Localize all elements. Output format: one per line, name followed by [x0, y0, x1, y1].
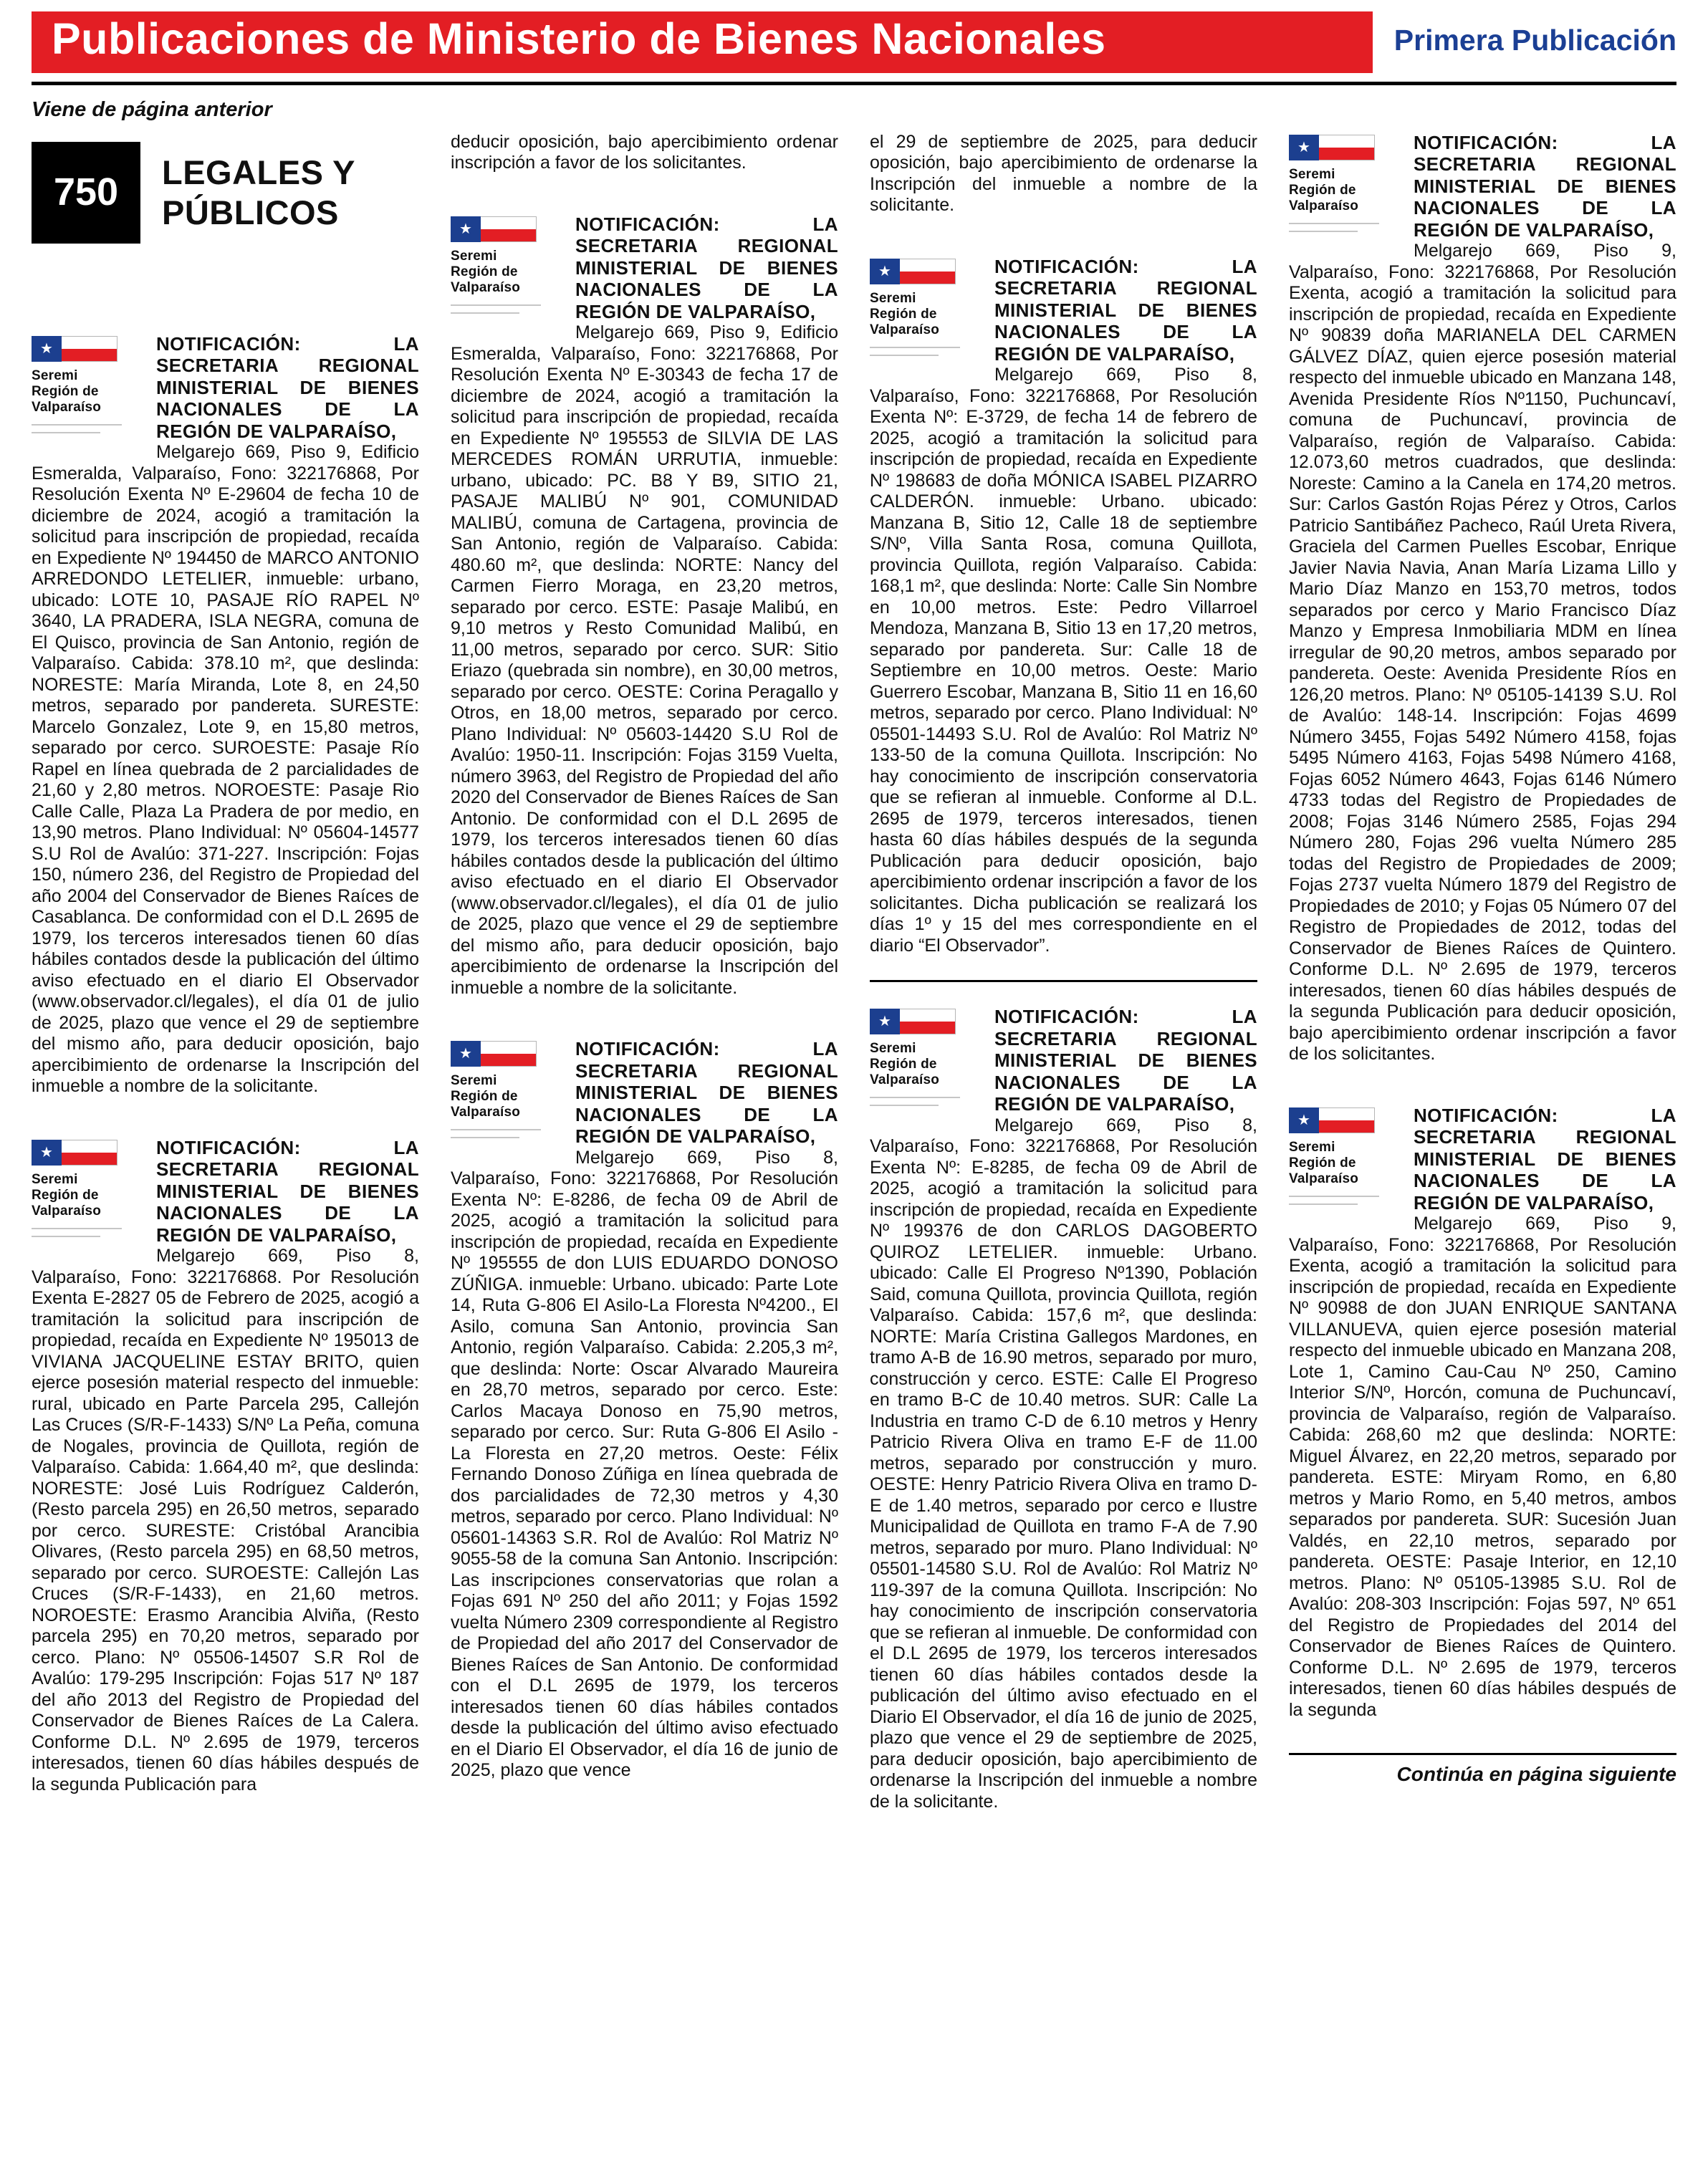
seremi-logo: [451, 216, 560, 337]
notice-heading: NOTIFICACIÓN: LA SECRETARIA REGIONAL MINISTERIAL DE BIENES NACIONALES DE LA REGIÓN DE VALPARAÍSO,: [156, 332, 419, 442]
logo-text: Región de: [1289, 182, 1356, 198]
legal-notice: [870, 1006, 1257, 1812]
signature-line: [451, 304, 541, 306]
chile-flag-icon: [32, 1140, 117, 1166]
seremi-logo: [870, 259, 979, 379]
signature-line: [32, 432, 100, 433]
logo-text: Seremi: [870, 1041, 916, 1057]
signature-line: [451, 1129, 541, 1130]
page-title: Publicaciones de Ministerio de Bienes Nacionales: [52, 14, 1106, 63]
seremi-logo: [1289, 135, 1398, 255]
signature-line: [1289, 231, 1358, 232]
seremi-logo: [1289, 1107, 1398, 1228]
star-icon: ★: [459, 221, 472, 237]
logo-text: Región de: [32, 1187, 99, 1203]
section-header: [32, 142, 419, 244]
notice-heading: NOTIFICACIÓN: LA SECRETARIA REGIONAL MINISTERIAL DE BIENES NACIONALES DE LA REGIÓN DE VALPARAÍSO,: [1414, 131, 1676, 241]
section-number-box: [32, 142, 140, 244]
logo-text: Seremi: [32, 367, 78, 383]
section-title-line: PÚBLICOS: [162, 193, 339, 231]
logo-text: Valparaíso: [870, 1072, 940, 1088]
legal-notice: [1289, 132, 1676, 1065]
legal-notice: [451, 1038, 838, 1782]
columns-container: [32, 132, 1676, 1813]
logo-text: Valparaíso: [32, 1203, 102, 1219]
seremi-logo: [32, 1140, 140, 1260]
notice-body: Melgarejo 669, Piso 8, Valparaíso, Fono: 322176868, Por Resolución Exenta Nº: E-8285, de fecha 09 de Abril de 2025, acogió a tramitación la solicitud para inscripción de propiedad, recaída en Expediente Nº 199376 de don CARLOS DAGOBERTO QUIROZ LETELIER. inmueble: Urbano. ubicado: Calle El Progreso Nº1390, Población Said, comuna Quillota, provincia Quillota, región Valparaíso. Cabida: 157,6 m², que deslinda: NORTE: María Cristina Gallegos Mardones, en tramo A-B de 16.90 metros, separado por muro, construcción y cerco. ESTE: Calle El Progreso en tramo B-C de 10.40 metros. SUR: Calle La Industria en tramo C-D de 6.10 metros y Henry Patricio Rivera Oliva en tramo E-F de 11.00 metros, separado por construcción y muro. OESTE: Henry Patricio Rivera Oliva en tramo D-E de 1.40 metros, separado por cerco e Ilustre Municipalidad de Quillota en tramo F-A de 7.90 metros, separado por muro. Plano Individual: Nº 05501-14580 S.U. Rol de Avalúo: Rol Matriz Nº 119-397 de la comuna Quillota. Inscripción: No hay conocimiento de inscripción conservatoria que se refieran al inmueble. De conformidad con el D.L 2695 de 1979, los terceros interesados tienen 60 días hábiles contados desde la publicación del último aviso efectuado en el Diario El Observador, el día 16 de junio de 2025, plazo que vence el 29 de septiembre de 2025, para deducir oposición, bajo apercibimiento de ordenarse la Inscripción del inmueble a nombre de la solicitante.: [870, 1115, 1257, 1812]
logo-text: Valparaíso: [870, 322, 940, 337]
logo-text: Seremi: [32, 1171, 78, 1187]
logo-text: Valparaíso: [1289, 1171, 1359, 1186]
chile-flag-icon: [451, 1041, 537, 1067]
chile-flag-icon: [1289, 135, 1375, 160]
seremi-logo: [451, 1041, 560, 1161]
signature-line: [870, 1105, 939, 1106]
masthead-red-bar: [32, 11, 1373, 73]
masthead-divider: [32, 82, 1676, 85]
signature-line: [1289, 1196, 1379, 1197]
logo-text: Valparaíso: [451, 1105, 521, 1120]
signature-line: [870, 347, 960, 348]
masthead: [32, 11, 1676, 73]
publication-status-label: Primera Publicación: [1393, 24, 1676, 57]
notice-heading: NOTIFICACIÓN: LA SECRETARIA REGIONAL MINISTERIAL DE BIENES NACIONALES DE LA REGIÓN DE VALPARAÍSO,: [994, 255, 1257, 365]
signature-line: [32, 1228, 122, 1229]
column-1: [32, 132, 419, 1796]
logo-text: Región de: [32, 383, 99, 399]
legal-notice: [870, 256, 1257, 957]
signature-line: [1289, 223, 1379, 224]
continues-next-container: [1289, 1753, 1676, 1785]
signature-line: [451, 1137, 519, 1138]
seremi-logo: [32, 336, 140, 456]
signature-line: [870, 1097, 960, 1098]
section-title-line: LEGALES Y: [162, 153, 356, 192]
star-icon: ★: [40, 1144, 53, 1161]
column-4: [1289, 132, 1676, 1785]
logo-text: Región de: [1289, 1155, 1356, 1171]
star-icon: ★: [40, 340, 53, 357]
notice-body: Melgarejo 669, Piso 8, Valparaíso, Fono: 322176868. Por Resolución Exenta E-2827 05 de Febrero de 2025, acogió a tramitación la solicitud para inscripción de propiedad, recaída en Expediente Nº 195013 de VIVIANA JACQUELINE ESTAY BRITO, quien ejerce posesión material respecto del inmueble: rural, ubicado en Parte Parcela 295, Callejón Las Cruces (S/R-F-1433) S/Nº La Peña, comuna de Nogales, provincia de Quillota, región de Valparaíso. Cabida: 1.664,40 m², que deslinda: NORESTE: José Luis Rodríguez Calderón, (Resto parcela 295) en 26,50 metros, separado por cerco. SURESTE: Cristóbal Arancibia Olivares, (Resto parcela 295) en 68,50 metros, separado por cerco. SUROESTE: Callejón Las Cruces (S/R-F-1433), en 21,60 metros. NOROESTE: Erasmo Arancibia Alviña, (Resto parcela 295) en 70,20 metros, separado por cerco. Plano: Nº 05506-14507 S.R Rol de Avalúo: 179-295 Inscripción: Fojas 517 Nº 187 del año 2013 del Registro de Propiedad del Conservador de Bienes Raíces de La Calera. Conforme D.L. Nº 2.695 de 1979, terceros interesados, tienen 60 días hábiles después de la segunda Publicación para: [32, 1246, 419, 1794]
signature-line: [451, 312, 519, 314]
logo-text: Valparaíso: [451, 279, 521, 295]
star-icon: ★: [878, 1014, 891, 1030]
notice-body: Melgarejo 669, Piso 9, Valparaíso, Fono: 322176868, Por Resolución Exenta, acogió a tramitación la solicitud para inscripción de propiedad, recaída en Expediente Nº 90988 de don JUAN ENRIQUE SANTANA VILLANUEVA, quien ejerce posesión material respecto del inmueble ubicado en Manzana 208, Lote 1, Camino Cau-Cau Nº 250, Camino Interior S/Nº, Horcón, comuna de Puchuncaví, provincia de Valparaíso, región de Valparaíso. Cabida: 268,60 m2 que deslinda: NORTE: Miguel Álvarez, en 22,20 metros, separado por pandereta. ESTE: Miryam Romo, en 6,80 metros y Mario Romo, en 5,40 metros, ambos separados por pandereta. SUR: Sucesión Juan Valdés, en 22,10 metros, separado por pandereta. OESTE: Pasaje Interior, en 12,10 metros. Plano: Nº 05105-13985 S.U. Rol de Avalúo: 208-303 Inscripción: Fojas 597, Nº 651 del Registro de Propiedades del 2014 del Conservador de Bienes Raíces de Quintero. Conforme D.L. Nº 2.695 de 1979, terceros interesados, tienen 60 días hábiles después de la segunda: [1289, 1214, 1676, 1720]
logo-text: Valparaíso: [1289, 198, 1359, 213]
logo-text: Seremi: [451, 1073, 497, 1089]
star-icon: ★: [1297, 1112, 1310, 1128]
logo-text: Región de: [451, 1089, 518, 1105]
seremi-logo: [870, 1009, 979, 1129]
logo-text: Región de: [870, 1057, 937, 1072]
notice-heading: NOTIFICACIÓN: LA SECRETARIA REGIONAL MINISTERIAL DE BIENES NACIONALES DE LA REGIÓN DE VALPARAÍSO,: [575, 1038, 838, 1148]
continued-from-label: Viene de página anterior: [32, 97, 272, 121]
star-icon: ★: [459, 1046, 472, 1062]
notice-separator: [870, 980, 1257, 982]
column-2: [451, 132, 838, 1782]
notice-body: Melgarejo 669, Piso 8, Valparaíso, Fono: 322176868, Por Resolución Exenta Nº: E-8286, de fecha 09 de Abril de 2025, acogió a tramitación la solicitud para inscripción de propiedad, recaída en Expediente Nº 195555 de don LUIS EDUARDO DONOSO ZÚÑIGA. inmueble: Urbano. ubicado: Parte Lote 14, Ruta G-806 El Asilo-La Floresta Nº4200., El Asilo, comuna San Antonio, provincia San Antonio, región Valparaíso. Cabida: 2.205,3 m², que deslinda: Norte: Oscar Alvarado Maureira en 28,70 metros, separado por cerco. Este: Carlos Macaya Donoso en 75,90 metros, separado por cerco. Sur: Ruta G-806 El Asilo - La Floresta en 27,20 metros. Oeste: Félix Fernando Donoso Zúñiga en línea quebrada de dos parcialidades de 72,30 metros y 4,30 metros, separado por cerco. Plano Individual: Nº 05601-14363 S.R. Rol de Avalúo: Rol Matriz Nº 9055-58 de la comuna San Antonio. Inscripción: Las inscripciones conservatorias que rolan a Fojas 691 Nº 250 del año 2011; y Fojas 1592 vuelta Número 2309 correspondiente al Registro de Propiedad del año 2017 del Conservador de Bienes Raíces de San Antonio. De conformidad con el D.L 2695 de 1979, los terceros interesados tienen 60 días hábiles contados desde la publicación del último aviso efectuado en el Diario El Observador, el día 16 de junio de 2025, plazo que vence: [451, 1147, 838, 1781]
notice-heading: NOTIFICACIÓN: LA SECRETARIA REGIONAL MINISTERIAL DE BIENES NACIONALES DE LA REGIÓN DE VALPARAÍSO,: [994, 1006, 1257, 1115]
notice-body: Melgarejo 669, Piso 9, Edificio Esmeralda, Valparaíso, Fono: 322176868, Por Resolución Exenta Nº E-29604 de fecha 10 de diciembre de 2024, acogió a tramitación la solicitud para inscripción de propiedad, recaída en Expediente Nº 194450 de MARCO ANTONIO ARREDONDO LETELIER, inmueble: urbano, ubicado: LOTE 10, PASAJE RÍO RAPEL Nº 3640, LA PRADERA, ISLA NEGRA, comuna de El Quisco, provincia de San Antonio, región de Valparaíso. Cabida: 378.10 m², que deslinda: NORESTE: María Miranda, Lote 8, en 24,50 metros, separado por pandereta. SURESTE: Marcelo Gonzalez, Lote 9, en 15,80 metros, separado por cerco. SUROESTE: Pasaje Río Rapel en línea quebrada de 2 parcialidades de 21,60 y 2,80 metros. NOROESTE: Pasaje Rio Calle Calle, Plaza La Pradera de por medio, en 13,90 metros. Plano Individual: Nº 05604-14577 S.U Rol de Avalúo: 371-227. Inscripción: Fojas 150, número 236, del Registro de Propiedad del año 2004 del Conservador de Bienes Raíces de Casablanca. De conformidad con el D.L 2695 de 1979, los terceros interesados tienen 60 días hábiles contados desde la publicación del último aviso efectuado en el diario El Observador (www.observador.cl/legales), el día 01 de julio de 2025, plazo que vence el 29 de septiembre del mismo año, para deducir oposición, bajo apercibimiento de ordenarse la Inscripción del inmueble a nombre de la solicitante.: [32, 442, 419, 1097]
legal-notice: [1289, 1105, 1676, 1721]
column-3: [870, 132, 1257, 1813]
chile-flag-icon: [870, 259, 956, 284]
star-icon: ★: [1297, 139, 1310, 155]
signature-line: [1289, 1203, 1358, 1205]
section-number: 750: [53, 170, 119, 214]
notice-body: Melgarejo 669, Piso 9, Edificio Esmeralda, Valparaíso, Fono: 322176868, Por Resolución Exenta Nº E-30343 de fecha 17 de diciembre de 2024, acogió a tramitación la solicitud para inscripción de propiedad, recaída en Expediente Nº 195553 de SILVIA DE LAS MERCEDES ROMÁN URRUTIA, inmueble: urbano, ubicado: PC. B8 Y B9, SITIO 21, PASAJE MALIBÚ Nº 901, COMUNIDAD MALIBÚ, comuna de Cartagena, provincia de San Antonio, región de Valparaíso. Cabida: 480.60 m², que deslinda: NORTE: Nancy del Carmen Fierro Moraga, en 23,20 metros, separado por cerco. ESTE: Pasaje Malibú, en 9,10 metros y Resto Comunidad Malibú, en 11,00 metros, separado por cerco. SUR: Sitio Eriazo (quebrada sin nombre), en 30,00 metros, separado por cerco. OESTE: Corina Peragallo y Otros, en 18,00 metros, separado por cerco. Plano Individual: Nº 05603-14420 S.U Rol de Avalúo: 1950-11. Inscripción: Fojas 3159 Vuelta, número 3963, del Registro de Propiedad del año 2020 del Conservador de Bienes Raíces de San Antonio. De conformidad con el D.L 2695 de 1979, los terceros interesados tienen 60 días hábiles contados desde la publicación del último aviso efectuado en el diario El Observador (www.observador.cl/legales), el día 01 de julio de 2025, plazo que vence el 29 de septiembre del mismo año, para deducir oposición, bajo apercibimiento de ordenarse la Inscripción del inmueble a nombre de la solicitante.: [451, 322, 838, 998]
logo-text: Seremi: [870, 290, 916, 306]
chile-flag-icon: [32, 336, 117, 362]
legal-notice: [32, 1137, 419, 1796]
star-icon: ★: [878, 263, 891, 279]
logo-text: Región de: [870, 306, 937, 322]
notice-heading: NOTIFICACIÓN: LA SECRETARIA REGIONAL MINISTERIAL DE BIENES NACIONALES DE LA REGIÓN DE VALPARAÍSO,: [575, 213, 838, 322]
legal-notice: [32, 333, 419, 1097]
legal-notice: [451, 213, 838, 999]
signature-line: [870, 355, 939, 356]
notice-heading: NOTIFICACIÓN: LA SECRETARIA REGIONAL MINISTERIAL DE BIENES NACIONALES DE LA REGIÓN DE VALPARAÍSO,: [1414, 1104, 1676, 1214]
notice-body: Melgarejo 669, Piso 9, Valparaíso, Fono: 322176868, Por Resolución Exenta, acogió a tramitación la solicitud para inscripción de propiedad, recaída en Expediente Nº 90839 doña MARIANELA DEL CARMEN GÁLVEZ DÍAZ, quien ejerce posesión material respecto del inmueble ubicado en Manzana 148, Avenida Presidente Ríos Nº1150, Puchuncaví, comuna de Puchuncaví, provincia de Valparaíso, región de Valparaíso. Cabida: 12.073,60 metros cuadrados, que deslinda: Noreste: Camino a la Canela en 174,20 metros. Sur: Carlos Gastón Rojas Pérez y Otros, Carlos Patricio Santibáñez Pacheco, Raúl Ureta Rivera, Graciela del Carmen Puelles Escobar, Enrique Javier Navia Navia, Anan María Lizama Lillo y Mario Díaz Manzo en 153,70 metros, todos separados por cerco y Mario Francisco Díaz Manzo y Empresa Inmobiliaria MDM en línea irregular de 90,20 metros, ambos separado por pandereta. Oeste: Avenida Presidente Ríos en 126,20 metros. Plano: Nº 05105-14139 S.U. Rol de Avalúo: 148-14. Inscripción: Fojas 4699 Número 3455, Fojas 5492 Número 4158, fojas 5495 Número 4163, Fojas 5498 Número 4168, Fojas 6052 Número 4643, Fojas 6146 Número 4733 todas del Registro de Propiedades de 2008; Fojas 3146 Número 2585, Fojas 294 Número 280, Fojas 296 vuelta Número 285 todas del Registro de Propiedades de 2009; Fojas 2737 vuelta Número 1879 del Registro de Propiedades de 2010; y Fojas 05 Número 07 del Registro de Propiedades de 2012, todas del Conservador de Bienes Raíces de Quintero. Conforme D.L. Nº 2.695 de 1979, terceros interesados, tienen 60 días hábiles después de la segunda Publicación para deducir oposición, bajo apercibimiento ordenar inscripción a favor de los solicitantes.: [1289, 241, 1676, 1065]
logo-text: Seremi: [1289, 166, 1335, 182]
notice-body: Melgarejo 669, Piso 8, Valparaíso, Fono: 322176868, Por Resolución Exenta Nº: E-3729, de fecha 14 de febrero de 2025, acogió a tramitación la solicitud para inscripción de propiedad, recaída en Expediente Nº 198683 de doña MÓNICA ISABEL PIZARRO CALDERÓN. inmueble: Urbano. ubicado: Manzana B, Sitio 12, Calle 18 de septiembre S/Nº, Villa Santa Rosa, comuna Quillota, provincia Quillota, región Valparaíso. Cabida: 168,1 m², que deslinda: Norte: Calle Sin Nombre en 10,00 metros. Este: Pedro Villarroel Mendoza, Manzana B, Sitio 13 en 17,20 metros, separado por pandereta. Sur: Calle 18 de Septiembre en 10,00 metros. Oeste: Mario Guerrero Escobar, Manzana B, Sitio 11 en 16,60 metros, separado por cerco. Plano Individual: Nº 05501-14493 S.U. Rol de Avalúo: Rol Matriz Nº 133-50 de la comuna Quillota. Inscripción: No hay conocimiento de inscripción conservatoria que se refieran al inmueble. Conforme al D.L. 2695 de 1979, terceros interesados, tienen hasta 60 días hábiles después de la segunda Publicación para deducir oposición, bajo apercibimiento ordenar inscripción a favor de los solicitantes. Dicha publicación se realizará los días 1º y 15 del mes correspondiente en el diario “El Observador”.: [870, 365, 1257, 956]
logo-text: Seremi: [1289, 1139, 1335, 1155]
section-title: [162, 153, 355, 232]
chile-flag-icon: [870, 1009, 956, 1034]
notice-continuation: el 29 de septiembre de 2025, para deducir oposición, bajo apercibimiento de ordenarse la Inscripción del inmueble a nombre de la solicitante.: [870, 131, 1257, 216]
chile-flag-icon: [451, 216, 537, 242]
notice-heading: NOTIFICACIÓN: LA SECRETARIA REGIONAL MINISTERIAL DE BIENES NACIONALES DE LA REGIÓN DE VALPARAÍSO,: [156, 1136, 419, 1246]
continues-next-label: Continúa en página siguiente: [1396, 1763, 1676, 1786]
signature-line: [32, 1236, 100, 1237]
logo-text: Seremi: [451, 248, 497, 264]
notice-continuation: deducir oposición, bajo apercibimiento ordenar inscripción a favor de los solicitantes.: [451, 131, 838, 173]
logo-text: Valparaíso: [32, 399, 102, 415]
logo-text: Región de: [451, 264, 518, 279]
chile-flag-icon: [1289, 1107, 1375, 1133]
signature-line: [32, 424, 122, 426]
